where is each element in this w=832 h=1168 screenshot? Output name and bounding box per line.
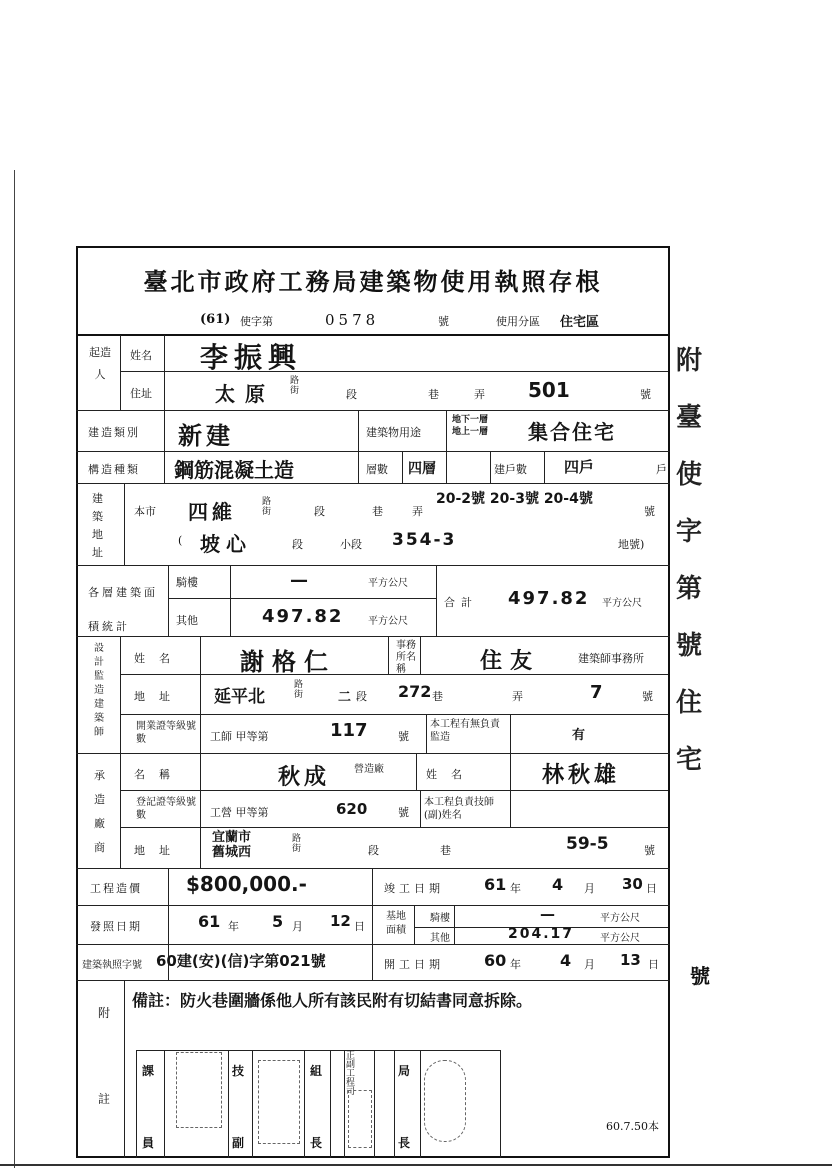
rule	[510, 753, 511, 790]
office-suffix: 建築師事務所	[578, 652, 644, 665]
applicant-name: 李振興	[200, 341, 303, 374]
alley-word: 弄	[474, 388, 485, 401]
sec-word: 段	[346, 388, 357, 401]
address-road: 四維	[188, 500, 236, 524]
site-unit: 平方公尺	[600, 933, 640, 944]
complete-day-word: 日	[646, 882, 657, 895]
rule	[164, 1050, 165, 1158]
lot-subsection: 小段	[340, 538, 362, 551]
complete-year: 61	[484, 875, 507, 894]
edge-char: 附	[676, 346, 703, 376]
sec-word: 段	[368, 844, 379, 857]
lot-number: 354-3	[392, 530, 457, 550]
lot-section: 坡心	[200, 532, 252, 556]
rule	[374, 1050, 375, 1158]
permit-no-label: 建築執照字號	[82, 960, 142, 971]
rule	[164, 410, 165, 483]
rule	[372, 944, 373, 980]
rule	[500, 1050, 501, 1158]
sec-word: 段	[356, 690, 367, 703]
rule	[228, 1050, 229, 1158]
start-month: 4	[560, 951, 572, 970]
floors-value: 四層	[408, 461, 436, 477]
rule	[420, 790, 421, 827]
designer-addr-no: 7	[590, 682, 603, 703]
seal-stamp	[424, 1060, 466, 1142]
office-label: 事務所名稱	[396, 640, 416, 675]
edge-char: 臺	[676, 403, 703, 433]
contractor-person: 林秋雄	[542, 763, 621, 788]
scan-edge	[0, 1164, 832, 1166]
rule	[230, 565, 231, 636]
rule	[510, 714, 511, 753]
applicant-name-label: 姓名	[130, 349, 152, 362]
license-prefix: 工師 甲等第	[210, 730, 269, 743]
rule	[120, 714, 668, 715]
site-area-label: 基地面積	[386, 911, 406, 936]
site-arcade-value: —	[540, 905, 555, 923]
contractor-group-label: 承造廠商	[94, 769, 105, 854]
address-numbers: 20-2號 20-3號 20-4號	[436, 491, 593, 507]
area-group-label: 各層建築面積統計	[88, 586, 158, 633]
designer-group-label: 設計監造建築師	[94, 643, 104, 738]
rule	[136, 1050, 137, 1158]
build-type-value: 新建	[178, 422, 234, 450]
rule	[76, 753, 670, 754]
rule	[76, 451, 670, 452]
site-other-value: 204.17	[508, 926, 575, 942]
complete-month: 4	[552, 875, 564, 894]
edge-char: 住	[676, 688, 703, 718]
contractor-addr-label: 地址	[134, 844, 184, 857]
notes-label: 附	[98, 1006, 111, 1020]
rule	[76, 868, 670, 869]
rule	[372, 868, 373, 944]
edge-char: 使	[676, 460, 703, 490]
contractor-name: 秋成	[278, 765, 331, 790]
applicant-addr-road: 太原	[215, 382, 275, 406]
rule	[436, 565, 437, 636]
lane-word: 巷	[428, 388, 439, 401]
contractor-name-label: 名稱	[134, 768, 184, 781]
rule	[120, 790, 668, 791]
households-label: 建戶數	[494, 463, 527, 476]
address-city: 本市	[134, 505, 156, 518]
footer-code: 60.7.50本	[606, 1120, 659, 1133]
sign-label: 長	[310, 1136, 323, 1150]
alley-word: 弄	[512, 690, 523, 703]
sign-label: 副	[232, 1136, 245, 1150]
complete-month-word: 月	[584, 882, 595, 895]
contractor-addr-no: 59-5	[566, 834, 609, 854]
contractor-name-suffix: 營造廠	[354, 764, 384, 775]
rule	[120, 335, 121, 410]
rule	[76, 410, 670, 411]
rule	[510, 790, 511, 827]
start-year: 60	[484, 951, 507, 970]
lot-prefix: (	[178, 534, 183, 547]
supervise-value: 有	[572, 728, 586, 743]
rule	[120, 827, 668, 828]
rule	[446, 410, 447, 451]
rule	[136, 1050, 500, 1051]
cost-label: 工程造價	[90, 882, 142, 895]
alley-word: 弄	[412, 505, 423, 518]
rule	[358, 410, 359, 483]
other-label: 其他	[176, 614, 198, 627]
site-other-label: 其他	[430, 933, 450, 944]
site-arcade-label: 騎樓	[430, 913, 450, 924]
license-suffix: 號	[398, 730, 409, 743]
applicant-group-label: 起造人	[89, 346, 111, 381]
seal-stamp	[348, 1090, 372, 1148]
rule	[168, 565, 169, 636]
households-value: 四戶	[564, 458, 595, 476]
issue-day-word: 日	[354, 920, 365, 933]
road-word: 路街	[292, 834, 302, 854]
other-value: 497.82	[262, 606, 344, 627]
designer-addr-road: 延平北	[214, 687, 265, 707]
rule	[416, 753, 417, 790]
start-day-word: 日	[648, 958, 659, 971]
area-unit: 平方公尺	[368, 578, 408, 589]
license-label: 開業證等級號數	[136, 721, 196, 745]
structure-label: 構造種類	[88, 463, 140, 476]
lot-end: 地號)	[618, 538, 645, 551]
no-word: 號	[644, 505, 655, 518]
office-name: 住友	[480, 649, 541, 674]
edge-text-column	[676, 340, 716, 796]
applicant-addr-label: 住址	[130, 387, 152, 400]
sign-label: 組	[310, 1064, 323, 1078]
designer-name-label: 姓名	[134, 652, 184, 665]
issue-month: 5	[272, 912, 284, 931]
scan-edge	[14, 170, 15, 1168]
rule	[76, 565, 670, 566]
rule	[76, 636, 670, 637]
rule	[76, 980, 670, 981]
lane-word: 巷	[432, 690, 443, 703]
lane-word: 巷	[372, 505, 383, 518]
sign-label: 局	[398, 1064, 411, 1078]
permit-number: 0578	[325, 311, 380, 329]
designer-addr-sec: 二	[338, 690, 352, 705]
permit-no-value: 60建(安)(信)字第021號	[156, 952, 326, 970]
no-word: 號	[640, 388, 651, 401]
notes-label-2: 註	[98, 1092, 111, 1106]
issue-label: 發照日期	[90, 920, 142, 933]
rule	[490, 451, 491, 483]
road-word: 路街	[290, 376, 300, 396]
floors-label: 層數	[366, 463, 388, 476]
supervise-label: 本工程有無負責監造	[430, 719, 500, 743]
road-word: 路街	[262, 497, 272, 517]
start-month-word: 月	[584, 958, 595, 971]
complete-label: 竣工日期	[384, 882, 444, 895]
start-year-word: 年	[510, 958, 521, 971]
total-label: 合計	[444, 596, 478, 609]
rule	[402, 451, 403, 483]
reg-suffix: 號	[398, 806, 409, 819]
rule	[426, 714, 427, 753]
form-title: 臺北市政府工務局建築物使用執照存根	[143, 267, 603, 296]
rule	[394, 1050, 395, 1158]
sign-label: 長	[398, 1136, 411, 1150]
edge-char: 宅	[676, 745, 703, 775]
designer-name: 謝格仁	[240, 648, 336, 676]
rule	[420, 636, 421, 674]
lot-section-word: 段	[292, 538, 303, 551]
arcade-value: —	[290, 570, 308, 591]
rule	[304, 1050, 305, 1158]
sign-label: 正副工程司	[346, 1051, 356, 1097]
permit-year: (61)	[200, 312, 231, 327]
applicant-addr-no: 501	[528, 378, 570, 402]
no-word: 號	[642, 690, 653, 703]
sign-label: 技	[232, 1064, 245, 1078]
license-number: 117	[330, 720, 368, 741]
lane-word: 巷	[440, 844, 451, 857]
households-unit: 戶	[656, 463, 667, 476]
seal-stamp	[258, 1060, 300, 1144]
issue-month-word: 月	[292, 920, 303, 933]
contractor-addr-city: 宜蘭市 舊城西	[212, 830, 252, 860]
notes-text: 備註：防火巷圍牆係他人所有該民附有切結書同意拆除。	[132, 991, 533, 1010]
road-word: 路街	[294, 680, 304, 700]
area-unit: 平方公尺	[368, 616, 408, 627]
rule	[120, 636, 121, 868]
rule	[344, 1050, 345, 1158]
rule	[168, 598, 436, 599]
rule	[330, 1050, 331, 1158]
designer-addr-lane: 272	[398, 682, 432, 701]
rule	[420, 1050, 421, 1158]
complete-year-word: 年	[510, 882, 521, 895]
rule	[388, 636, 389, 674]
complete-day: 30	[622, 875, 643, 893]
use-value: 集合住宅	[528, 420, 616, 444]
reg-label: 登記證等級號數	[136, 797, 196, 821]
address-group-label: 建築地址	[92, 492, 103, 559]
start-label: 開工日期	[384, 958, 444, 971]
zone-value: 住宅區	[560, 315, 600, 330]
edge-char: 字	[676, 517, 703, 547]
edge-char: 第	[676, 574, 703, 604]
rule	[200, 636, 201, 868]
edge-bottom-char: 號	[690, 964, 710, 988]
rule	[76, 483, 670, 484]
cost-value: $800,000.-	[186, 872, 307, 896]
rule	[252, 1050, 253, 1158]
rule	[76, 334, 670, 336]
edge-char: 號	[676, 631, 703, 661]
rule	[124, 483, 125, 565]
start-day: 13	[620, 951, 641, 969]
reg-prefix: 工營 甲等第	[210, 806, 269, 819]
rule	[544, 451, 545, 483]
rule	[124, 980, 125, 1158]
arcade-label: 騎樓	[176, 576, 198, 589]
sign-label: 課	[142, 1064, 155, 1078]
issue-year: 61	[198, 912, 221, 931]
rule	[76, 905, 670, 906]
structure-value: 鋼筋混凝土造	[174, 458, 294, 482]
use-floors: 地下一層 地上一層	[452, 415, 489, 437]
rule	[414, 905, 415, 944]
tech-label: 本工程負責技師(副)姓名	[424, 797, 494, 821]
seal-stamp	[176, 1052, 222, 1128]
rule	[76, 944, 670, 945]
rule	[454, 905, 455, 944]
reg-number: 620	[336, 800, 368, 818]
issue-year-word: 年	[228, 920, 239, 933]
area-unit: 平方公尺	[602, 598, 642, 609]
total-value: 497.82	[508, 588, 590, 609]
zone-label: 使用分區	[496, 315, 540, 328]
permit-prefix: 使字第	[240, 315, 273, 328]
contractor-person-label: 姓名	[426, 768, 476, 781]
sign-label: 員	[142, 1136, 155, 1150]
sec-word: 段	[314, 505, 325, 518]
issue-day: 12	[330, 912, 351, 930]
rule	[164, 335, 165, 410]
permit-suffix: 號	[438, 315, 449, 328]
no-word: 號	[644, 844, 655, 857]
use-label: 建築物用途	[366, 426, 421, 439]
build-type-label: 建造類別	[88, 426, 140, 439]
rule	[120, 674, 668, 675]
rule	[446, 451, 447, 483]
designer-addr-label: 地址	[134, 690, 184, 703]
site-unit: 平方公尺	[600, 913, 640, 924]
